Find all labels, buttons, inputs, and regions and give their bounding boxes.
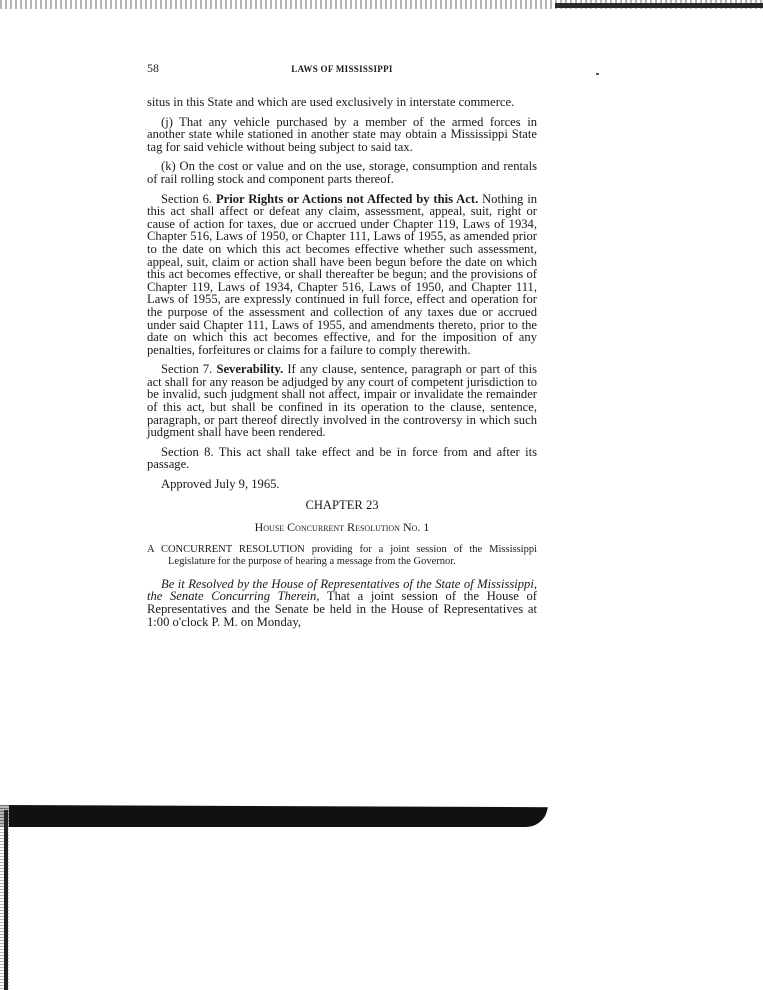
scan-speck [596,73,599,75]
resolution-summary: A CONCURRENT RESOLUTION providing for a joint session of the Mississippi Legislature for the purpose of hearing a message from the Governor. [147,543,537,567]
page-number: 58 [147,61,159,75]
paragraph-situs: situs in this State and which are used exclusively in interstate commerce. [147,95,515,109]
resolution-body [147,578,537,628]
paragraph-k: (k) On the cost or value and on the use, storage, consumption and rentals of rail rolling stock and component parts thereof. [147,159,537,186]
resolution-name: House Concurrent Resolution No. 1 [254,520,430,535]
scan-bottom-shadow [0,805,548,827]
approval-date: Approved July 9, 1965. [161,477,280,492]
scan-left-edge-dark [4,810,8,990]
section-7 [147,363,537,439]
running-title: LAWS OF MISSISSIPPI [291,64,393,74]
section-6-body: Nothing in this act shall affect or defeat any claim, assessment, appeal, suit, right or cause of action for taxes, due or accrued under Chapter 119, Laws of 1934, Chapter 516, Laws of 1950, or Chapter 111, Laws of 1955, as amended prior to the date on which this act becomes effective whether such assessment, appeal, suit, claim or action shall have been begun before the date on which this act becomes effective, or shall thereafter be begun; and the provisions of Chapter 119, Laws of 1934, Chapter 516, Laws of 1950, and Chapter 111, Laws of 1955, are expressly continued in full force, effect and operation for the purpose of the assessment and collection of any taxes due or accrued under said Chapter 111, Laws of 1955, and amendments thereto, prior to the date on which this act becomes effective, and for the imposition of any penalties, forfeitures or claims for a failure to comply therewith. [147,191,537,357]
section-7-label: Section 7. [161,362,213,377]
chapter-title: CHAPTER 23 [305,497,379,512]
page-header [147,62,537,80]
section-7-heading: Severability. [216,362,284,377]
section-6 [147,193,537,357]
scan-top-edge-dark [555,3,763,8]
section-8: Section 8. This act shall take effect and be in force from and after its passage. [147,444,537,472]
resolution-enacting-clause: Be it Resolved by the House of Representatives of the State of Mississippi, the Senate Concurring Therein, [147,576,537,604]
document-page [147,62,537,635]
section-7-body: If any clause, sentence, paragraph or part of this act shall for any reason be adjudged by any court of competent jurisdiction to be invalid, such judgment shall not affect, impair or invalidate the remainder of this act, but shall be confined in its operation to the clause, sentence, paragraph, or part thereof directly involved in the controversy in which such judgment shall have been rendered. [147,362,537,440]
section-6-label: Section 6. [161,191,213,206]
section-6-heading: Prior Rights or Actions not Affected by this Act. [215,191,479,206]
paragraph-j: (j) That any vehicle purchased by a member of the armed forces in another state while stationed in another state may obtain a Mississippi State tag for said vehicle without being subject to said tax. [147,114,537,154]
resolution-body-text: That a joint session of the House of Representatives and the Senate be held in the House of Representatives at 1:00 o'clock P. M. on Monday, [147,589,537,629]
